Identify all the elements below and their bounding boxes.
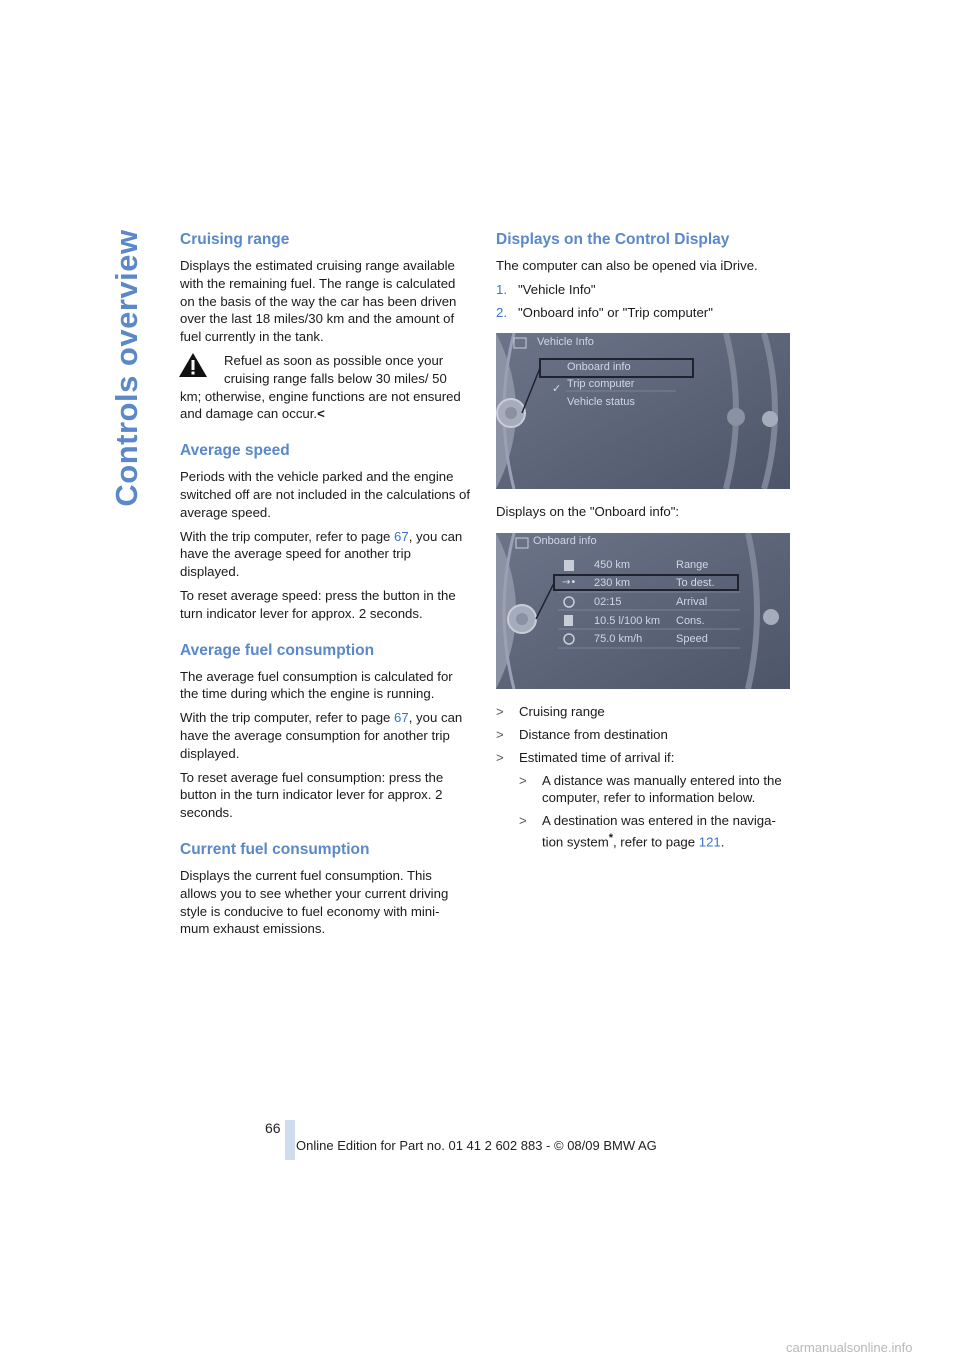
bullet-marker: > (519, 813, 527, 829)
bullet-distance-text: Distance from destination (519, 726, 668, 742)
screen2-value-range: 450 km (594, 559, 631, 572)
heading-average-fuel: Average fuel consumption (180, 641, 375, 659)
onboard-info-screen (496, 533, 790, 689)
screen2-label-dest: To dest. (676, 577, 715, 590)
bullet-marker: > (519, 772, 527, 788)
screen2-label-cons: Cons. (676, 615, 705, 628)
heading-control-display: Displays on the Control Display (496, 231, 730, 248)
section-tab (95, 228, 159, 508)
control-display-intro: The computer can also be opened via iDrive. (496, 258, 758, 273)
screenshot-onboard-info (496, 533, 790, 689)
screen2-value-speed: 75.0 km/h (594, 633, 643, 646)
sub2-text-b: , refer to page (612, 834, 699, 850)
screen2-value-dest: 230 km (594, 577, 631, 590)
onboard-info-caption: Displays on the "Onboard info": (496, 504, 680, 520)
page-link-121[interactable]: 121 (698, 834, 721, 850)
warning-text: Refuel as soon as possible once your cruising range falls below 30 miles/ 50 km; otherwise, engine functions are not ensured and damage can occur. (180, 352, 461, 422)
heading-current-fuel: Current fuel consumption (180, 840, 370, 858)
average-speed-text-1: Periods with the vehicle parked and the engine switched off are not included in the calculations of average speed. (180, 469, 471, 520)
sub2-text-c: . (720, 834, 725, 850)
screen1-header: Vehicle Info (537, 336, 594, 349)
sub-bullet-distance (519, 772, 790, 808)
left-column (180, 230, 471, 944)
average-fuel-text-2b: , you can have the average consumption for another trip displayed. (180, 710, 463, 761)
sub-bullet-distance-text: A distance was manually entered into the computer, refer to information below. (542, 772, 782, 806)
bullet-marker: > (496, 726, 504, 742)
sub-bullet-destination (519, 812, 790, 851)
current-fuel-text: Displays the current fuel consumption. This allows you to see whether your current driving style is conducive to fuel economy with mini- mum exhaust emissions. (180, 867, 449, 937)
screen2-header: Onboard info (533, 535, 597, 548)
average-speed-text-3: To reset average speed: press the button in the turn indicator lever for approx. 2 seconds. (180, 587, 456, 621)
step-1 (496, 281, 790, 299)
step-2-number: 2. (496, 304, 507, 320)
watermark: carmanualsonline.info (786, 1340, 913, 1355)
step-1-number: 1. (496, 281, 507, 297)
page-number: 66 (265, 1120, 281, 1136)
screen2-value-arrival: 02:15 (594, 596, 622, 609)
footer-edition: Online Edition for Part no. 01 41 2 602 883 - © 08/09 BMW AG (296, 1138, 657, 1153)
screen1-item-onboard: Onboard info (567, 361, 631, 374)
warning-triangle-icon (178, 352, 208, 378)
warning-end-mark: < (317, 406, 325, 422)
warning-note (180, 352, 471, 423)
screen2-label-range: Range (676, 559, 709, 572)
section-tab-label: Controls overview (109, 229, 144, 507)
screenshot-vehicle-info (496, 333, 790, 489)
screen1-item-trip: Trip computer (567, 378, 635, 391)
bullet-arrival-text: Estimated time of arrival if: (519, 749, 675, 765)
heading-cruising-range: Cruising range (180, 231, 290, 248)
step-2 (496, 304, 790, 322)
average-speed-text-2b: , you can have the average speed for another trip displayed. (180, 528, 463, 580)
average-fuel-text-2 (180, 709, 471, 762)
svg-text:→•: →• (562, 577, 577, 589)
step-1-text: "Vehicle Info" (518, 281, 596, 297)
screen2-label-arrival: Arrival (676, 596, 708, 609)
page-link-67-b[interactable]: 67 (394, 710, 409, 726)
bullet-marker: > (496, 704, 504, 720)
screen2-value-cons: 10.5 l/100 km (594, 615, 661, 628)
option-star: * (608, 831, 613, 844)
heading-average-speed: Average speed (180, 442, 290, 460)
average-speed-text-2 (180, 528, 471, 581)
average-speed-text-2a: With the trip computer, refer to page (180, 528, 395, 544)
bullet-arrival (496, 749, 790, 767)
vehicle-info-screen (496, 333, 790, 489)
page-link-67-a[interactable]: 67 (394, 528, 409, 544)
average-fuel-text-2a: With the trip computer, refer to page (180, 710, 395, 726)
sub2-text-a: A destination was entered in the naviga- tion system (542, 813, 776, 850)
screen1-item-status: Vehicle status (567, 396, 635, 409)
average-fuel-text-1: The average fuel consumption is calculated for the time during which the engine is running. (180, 668, 453, 702)
cruising-range-text: Displays the estimated cruising range available with the remaining fuel. The range is calculated on the basis of the way the car has been driven over the last 18 miles/30 km and the amount of fuel currently in the tank. (180, 258, 457, 345)
svg-text:✓: ✓ (552, 382, 562, 396)
bullet-cruising-text: Cruising range (519, 704, 605, 720)
bullet-cruising (496, 703, 790, 721)
screen2-label-speed: Speed (676, 633, 708, 646)
bullet-distance (496, 726, 790, 744)
sub-bullet-destination-text (542, 812, 790, 851)
average-fuel-text-3: To reset average fuel consumption: press the button in the turn indicator lever for approx. 2 seconds. (180, 769, 444, 821)
footer-accent-bar (285, 1120, 295, 1160)
step-2-text: "Onboard info" or "Trip computer" (518, 304, 713, 320)
bullet-marker: > (496, 749, 504, 765)
right-column (496, 230, 790, 856)
